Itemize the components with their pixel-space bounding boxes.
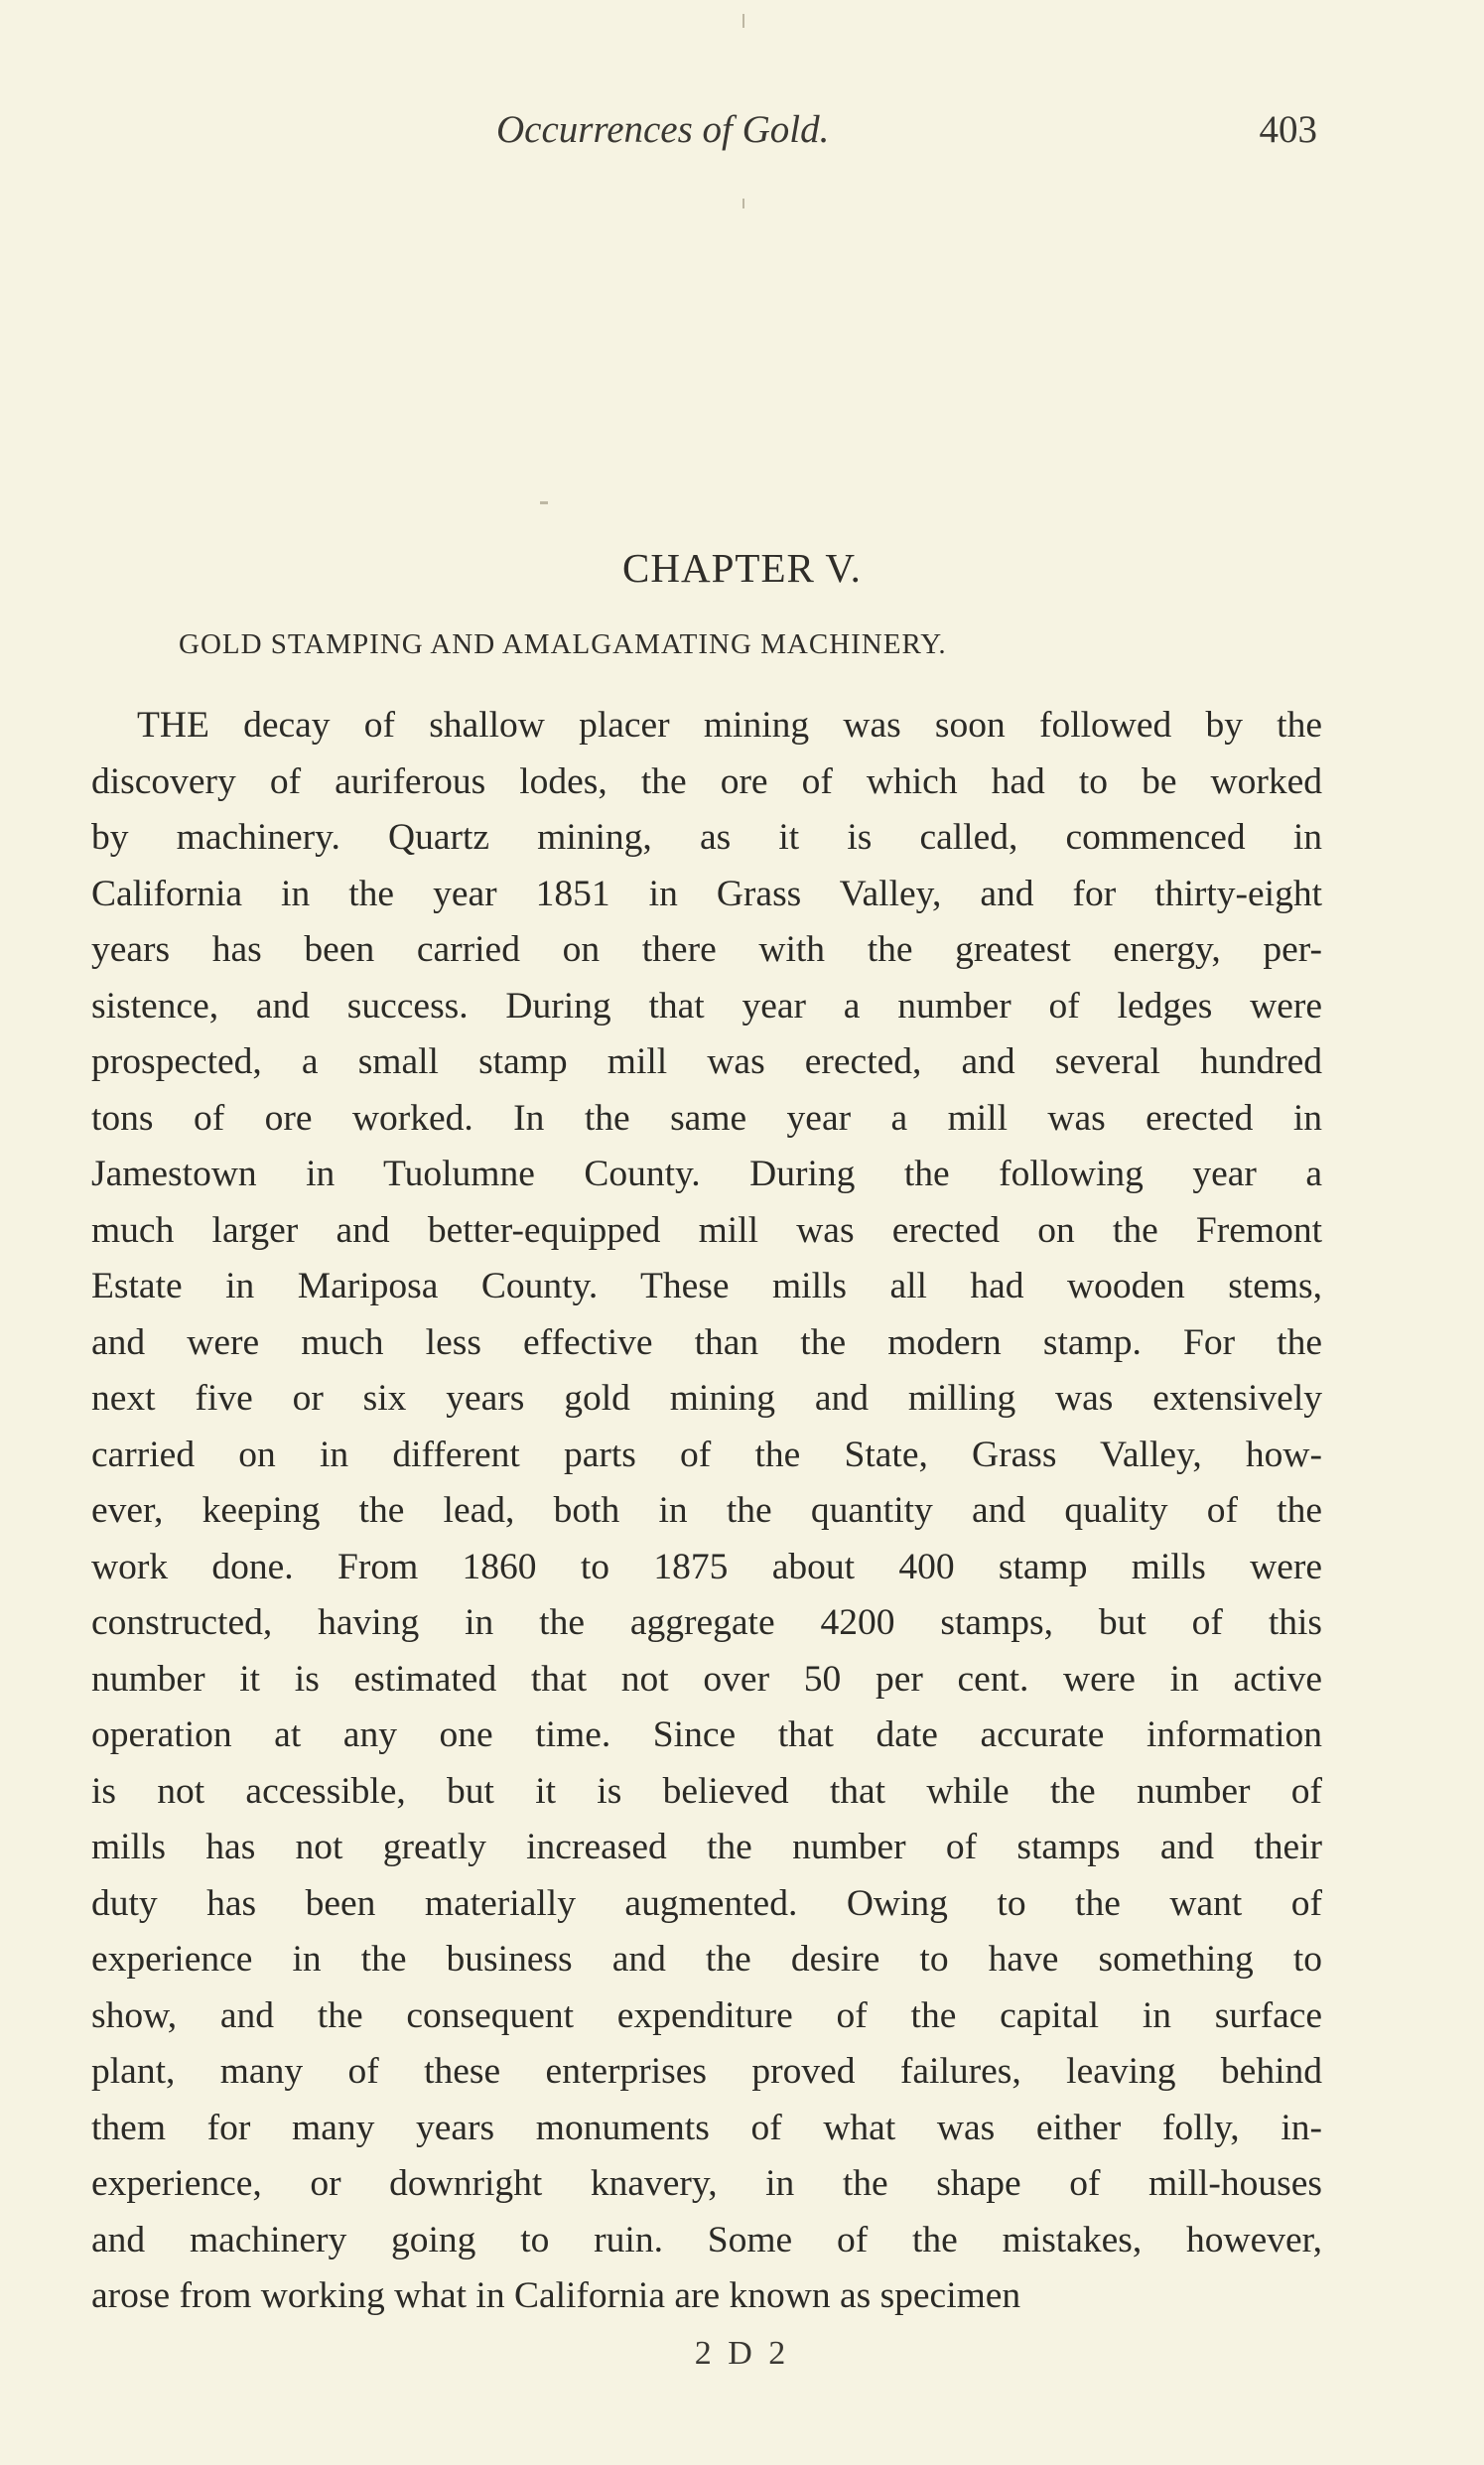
text-line: mills has not greatly increased the number of stamps and their xyxy=(91,1827,1322,1867)
text-line: operation at any one time. Since that date accurate information xyxy=(91,1714,1322,1755)
text-line: arose from working what in California are known as specimen xyxy=(91,2275,1021,2316)
page-number: 403 xyxy=(1259,108,1317,151)
text-line: plant, many of these enterprises proved failures, leaving behind xyxy=(91,2051,1322,2092)
text-line: prospected, a small stamp mill was erected, and several hundred xyxy=(91,1041,1322,1082)
text-line: and were much less effective than the modern stamp. For the xyxy=(91,1321,1322,1363)
signature-mark: 2 D 2 xyxy=(694,2335,790,2372)
text-line: carried on in different parts of the State, Grass Valley, how- xyxy=(91,1434,1322,1475)
stray-mark-middle xyxy=(742,199,744,208)
text-line: ever, keeping the lead, both in the quantity and quality of the xyxy=(91,1490,1322,1531)
text-line: much larger and better-equipped mill was erected on the Fremont xyxy=(91,1209,1322,1251)
stray-mark-top xyxy=(742,14,744,28)
body-paragraph xyxy=(91,698,1322,2325)
text-line: sistence, and success. During that year a number of ledges were xyxy=(91,985,1322,1027)
chapter-heading: CHAPTER V. xyxy=(622,545,862,591)
text-line: California in the year 1851 in Grass Valley, and for thirty-eight xyxy=(91,873,1322,914)
text-line: tons of ore worked. In the same year a mill was erected in xyxy=(91,1097,1322,1139)
text-line: them for many years monuments of what was either folly, in- xyxy=(91,2107,1322,2148)
text-line: work done. From 1860 to 1875 about 400 stamp mills were xyxy=(91,1546,1322,1587)
chapter-title: GOLD STAMPING AND AMALGAMATING MACHINERY. xyxy=(179,628,947,660)
text-line: experience, or downright knavery, in the shape of mill-houses xyxy=(91,2163,1322,2204)
text-line: show, and the consequent expenditure of the capital in surface xyxy=(91,1994,1322,2036)
text-line: by machinery. Quartz mining, as it is called, commenced in xyxy=(91,817,1322,858)
text-line: years has been carried on there with the greatest energy, per- xyxy=(91,929,1322,970)
running-title: Occurrences of Gold. xyxy=(496,108,830,151)
text-line: experience in the business and the desire to have something to xyxy=(91,1939,1322,1980)
stray-mark-lower xyxy=(540,501,548,504)
text-line: THE decay of shallow placer mining was soon followed by the xyxy=(137,705,1322,746)
text-line: and machinery going to ruin. Some of the mistakes, however, xyxy=(91,2219,1322,2260)
text-line: discovery of auriferous lodes, the ore of which had to be worked xyxy=(91,760,1322,802)
text-line: Estate in Mariposa County. These mills all had wooden stems, xyxy=(91,1266,1322,1306)
text-line: number it is estimated that not over 50 per cent. were in active xyxy=(91,1658,1322,1700)
text-line: next five or six years gold mining and milling was extensively xyxy=(91,1378,1322,1419)
text-line: is not accessible, but it is believed that while the number of xyxy=(91,1770,1322,1812)
text-line: Jamestown in Tuolumne County. During the following year a xyxy=(91,1154,1322,1194)
text-line: duty has been materially augmented. Owing to the want of xyxy=(91,1882,1322,1924)
text-line: constructed, having in the aggregate 4200 stamps, but of this xyxy=(91,1602,1322,1643)
